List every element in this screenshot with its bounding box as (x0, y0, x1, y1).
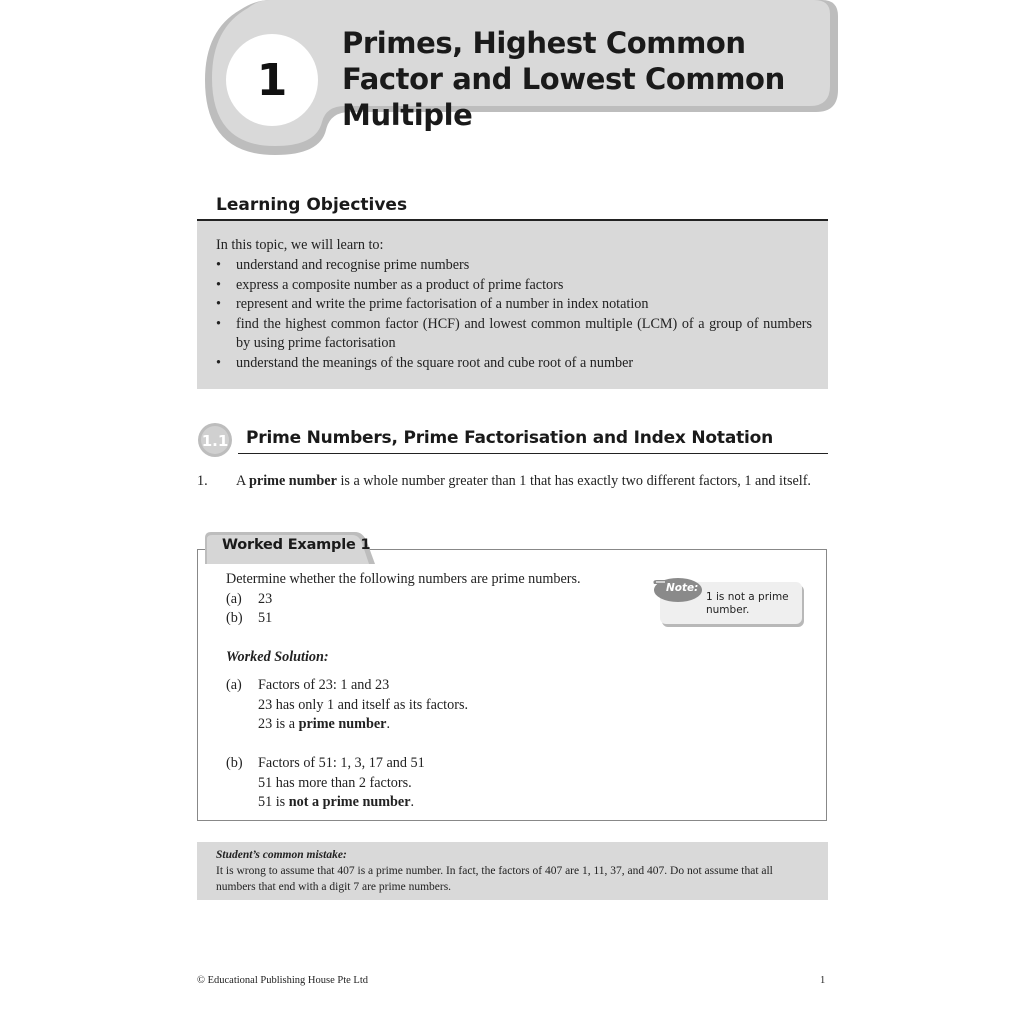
learning-objectives-list (216, 256, 812, 373)
solution-label: (a) (226, 677, 242, 693)
text-span: 51 is (258, 794, 289, 810)
section-title: Prime Numbers, Prime Factorisation and Index Notation (246, 428, 774, 448)
list-item: • understand and recognise prime numbers (216, 256, 812, 276)
worked-solution-heading: Worked Solution: (226, 649, 329, 665)
learning-objectives-intro: In this topic, we will learn to: (216, 237, 384, 253)
learning-objectives-heading: Learning Objectives (216, 195, 408, 215)
common-mistake-heading: Student’s common mistake: (216, 849, 347, 861)
prime-definition-paragraph (236, 472, 828, 492)
part-value: 51 (258, 610, 273, 626)
part-label: (b) (226, 610, 243, 626)
bold-term: not a prime number (288, 794, 411, 810)
solution-line: Factors of 51: 1, 3, 17 and 51 (258, 755, 425, 771)
section-number: 1.1 (201, 432, 229, 450)
bold-term: prime number (249, 473, 337, 489)
section-rule (238, 453, 828, 454)
question-text: Determine whether the following numbers are prime numbers. (226, 571, 581, 587)
section-number-badge (197, 422, 233, 458)
paragraph-number: 1. (197, 473, 208, 489)
solution-line: Factors of 23: 1 and 23 (258, 677, 390, 693)
list-item: • express a composite number as a product of prime factors (216, 276, 812, 296)
solution-label: (b) (226, 755, 243, 771)
part-label: (a) (226, 591, 242, 607)
solution-line (258, 715, 468, 735)
list-item: • represent and write the prime factorisation of a number in index notation (216, 295, 812, 315)
solution-a (258, 676, 468, 735)
text-span: . (386, 716, 391, 732)
text-span: A (236, 473, 250, 489)
solution-line: 51 has more than 2 factors. (258, 774, 412, 791)
text-span: . (410, 794, 415, 810)
part-value: 23 (258, 591, 273, 607)
chapter-title: Primes, Highest Common Factor and Lowest Common Multiple (342, 26, 785, 132)
solution-line: 23 has only 1 and itself as its factors. (258, 696, 469, 713)
page-number: 1 (820, 975, 826, 986)
note-text: 1 is not a prime number. (706, 591, 789, 616)
list-item: • find the highest common factor (HCF) and lowest common multiple (LCM) of a group of numbers by using prime factorisation (216, 315, 812, 354)
note-label: Note: (666, 582, 699, 594)
footer-copyright: © Educational Publishing House Pte Ltd (197, 975, 369, 986)
solution-b (258, 754, 425, 813)
learning-objectives-rule (197, 219, 828, 221)
text-span: 23 is a (258, 716, 299, 732)
bold-term: prime number (298, 716, 387, 732)
text-span: is a whole number greater than 1 that has exactly two different factors, 1 and itself. (336, 473, 811, 489)
chapter-number: 1 (256, 54, 288, 106)
common-mistake-text: It is wrong to assume that 407 is a prime number. In fact, the factors of 407 are 1, 11, 37, and 407. Do not assume that all numbers that end with a digit 7 are prime numbers. (216, 865, 773, 893)
list-item: • understand the meanings of the square root and cube root of a number (216, 354, 812, 374)
worked-example-label: Worked Example 1 (222, 537, 371, 553)
solution-line (258, 793, 425, 813)
